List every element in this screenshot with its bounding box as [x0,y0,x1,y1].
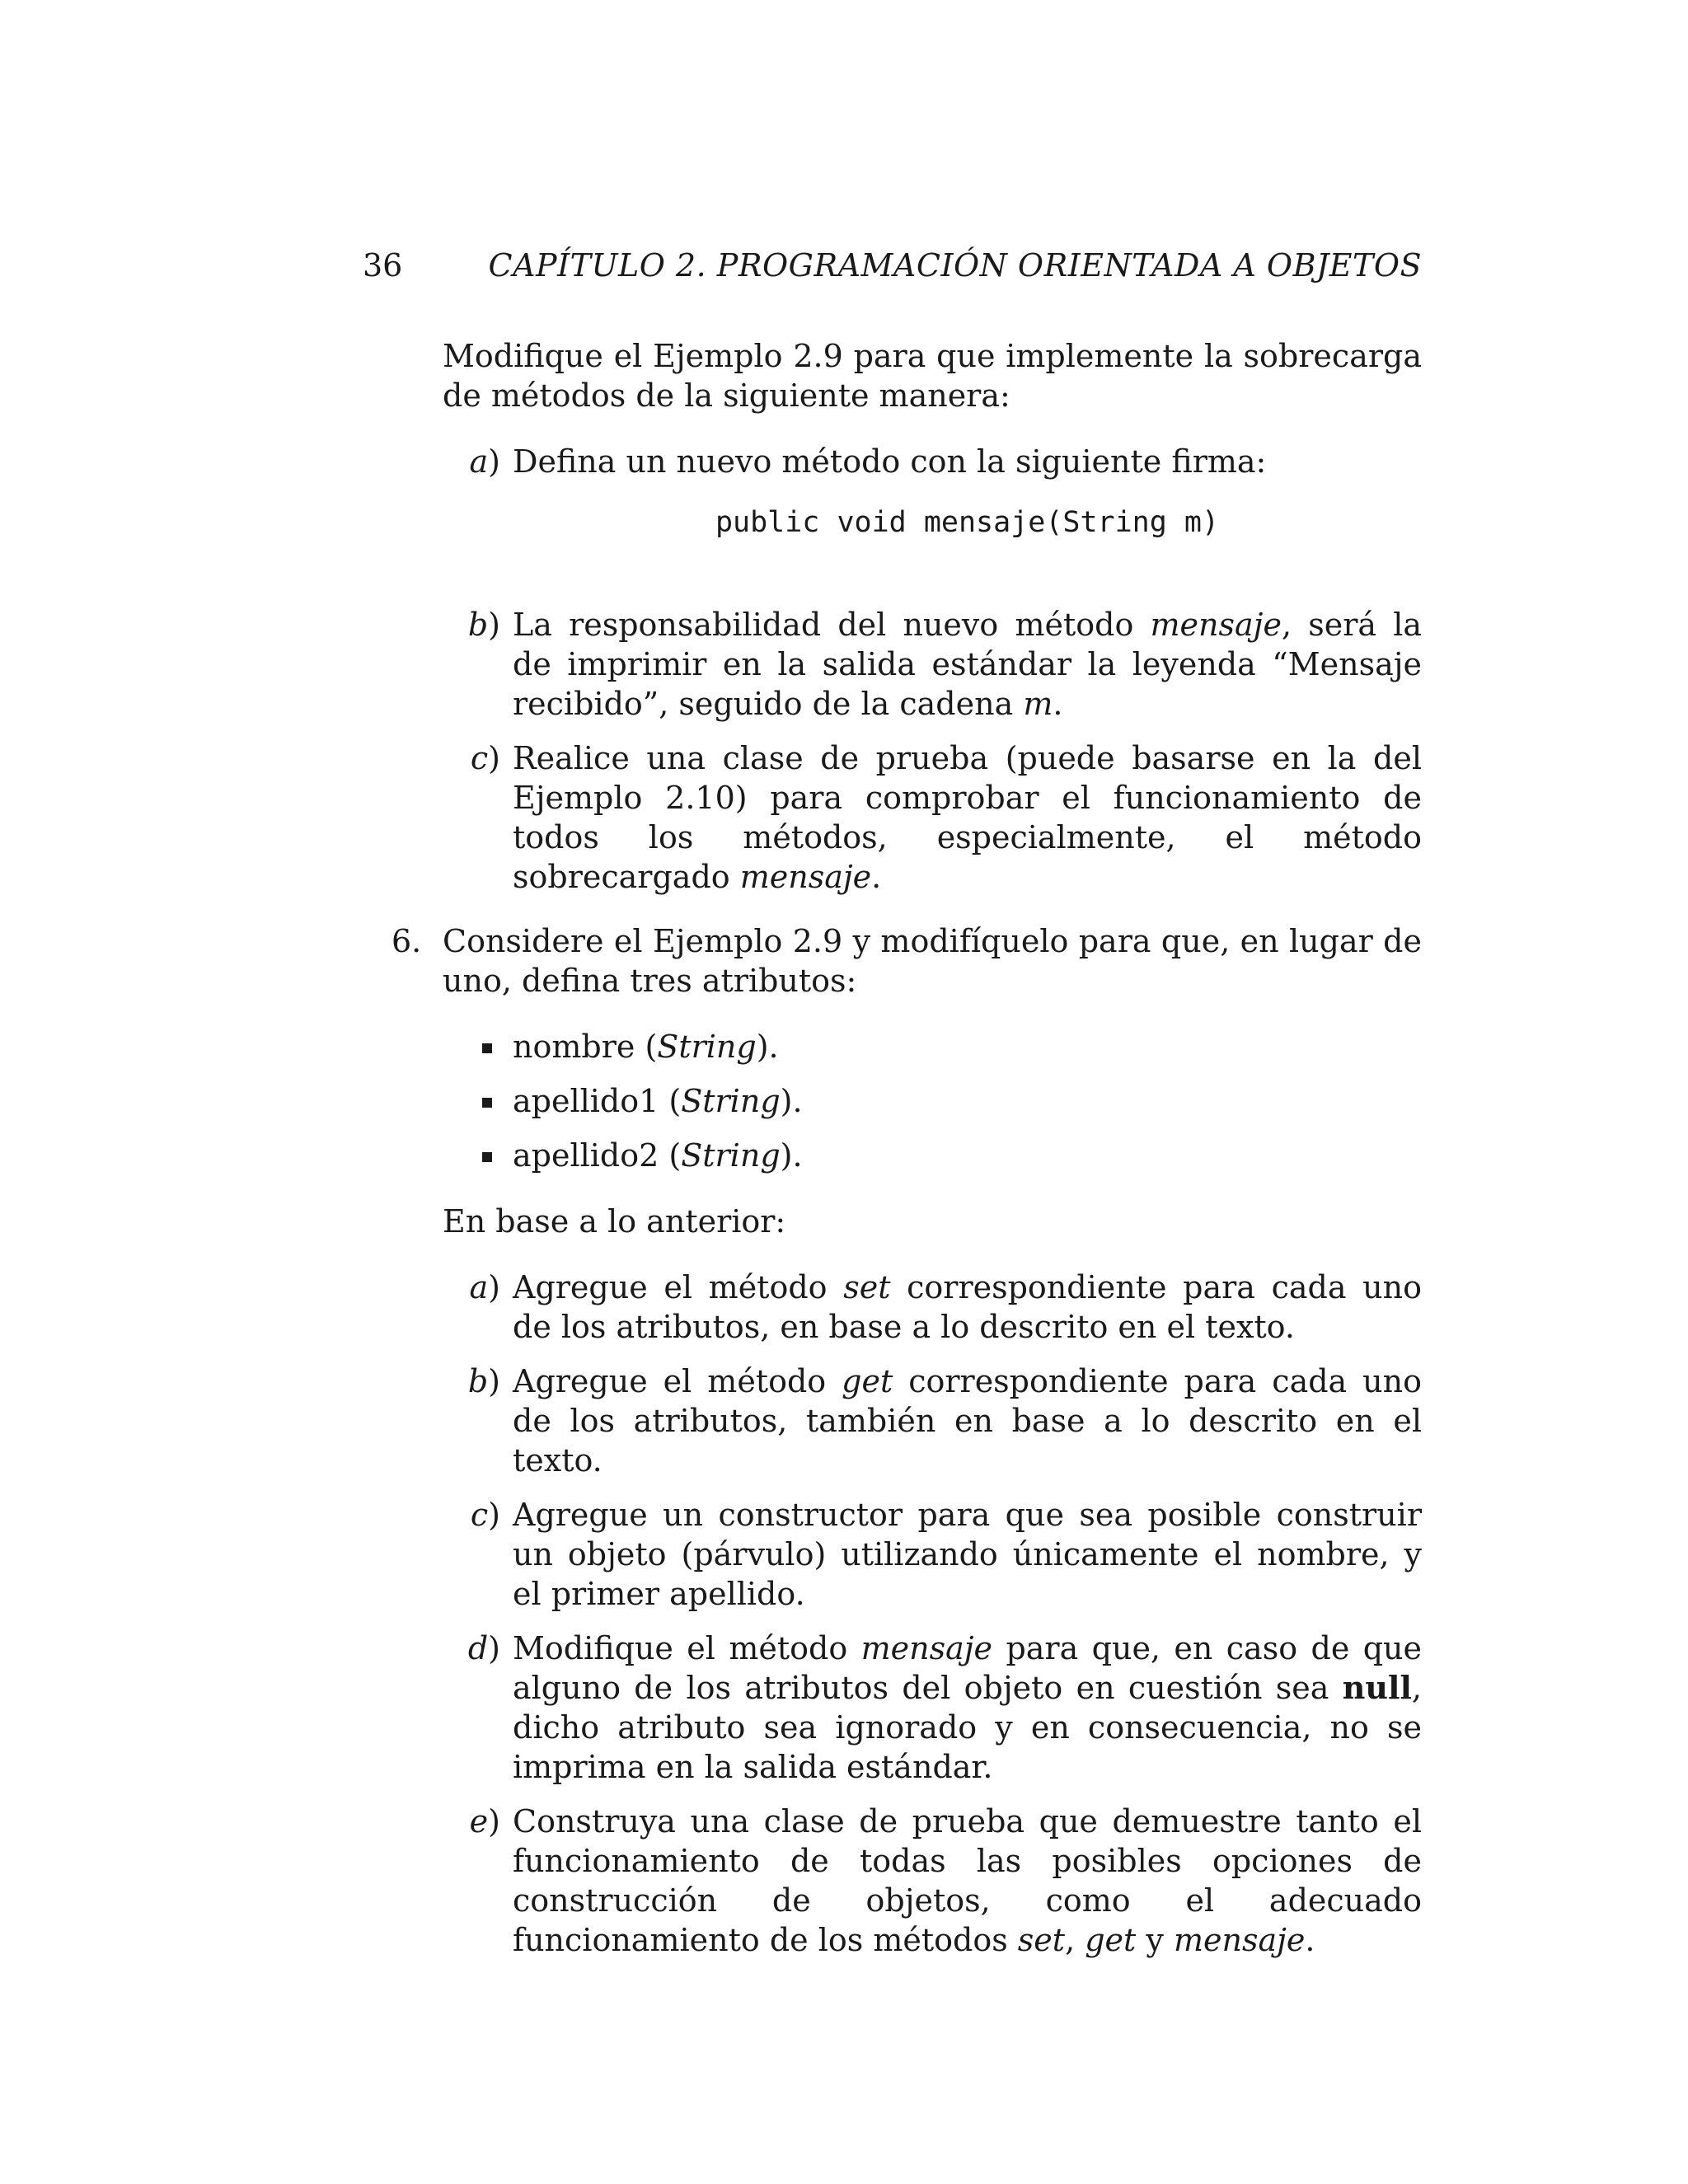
page-body [392,336,1423,1975]
list-item-text: Realice una clase de prueba (puede basarse en la del Ejemplo 2.10) para comprobar el funcionamiento de todos los métodos, especialmente, el método sobrecargado mensaje. [513,740,1422,895]
list-marker: c) [470,1497,500,1533]
method-signature-code: public void mensaje(String m) [715,506,1220,539]
page-number: 36 [363,247,403,284]
list-item-text: Agregue el método get correspondiente para cada uno de los atributos, también en base a lo descrito en el texto. [513,1363,1423,1479]
running-head: CAPÍTULO 2. PROGRAMACIÓN ORIENTADA A OBJETOS [488,247,1422,284]
list-item [443,1629,1422,1787]
method-overload-list-cont [443,605,1422,897]
list-item-text: Agregue un constructor para que sea posible construir un objeto (párvulo) utilizando únicamente el nombre, y el primer apellido. [513,1497,1422,1612]
list-item [443,1361,1422,1480]
list-item [443,1802,1422,1960]
list-marker: c) [470,740,500,776]
list-item: apellido2 (String). [443,1136,1422,1175]
list-marker: b) [467,607,500,643]
tasks-list [443,1268,1422,1960]
page-header [363,247,1422,297]
list-marker: d) [467,1630,500,1666]
list-item [443,1495,1422,1614]
list-item [443,442,1422,481]
exercise-6-text: Considere el Ejemplo 2.9 y modifíquelo para que, en lugar de uno, defina tres atributos: [443,923,1422,999]
list-marker: a) [469,1269,500,1305]
intro-paragraph: Modifique el Ejemplo 2.9 para que implemente la sobrecarga de métodos de la siguiente manera: [443,338,1422,414]
list-item-text: Agregue el método set correspondiente para cada uno de los atributos, en base a lo descrito en el texto. [513,1269,1422,1345]
list-marker: b) [467,1363,500,1399]
list-item: nombre (String). [443,1027,1422,1066]
square-bullet-icon [482,1098,492,1108]
lead-in-paragraph: En base a lo anterior: [443,1203,786,1240]
list-item-text: Modifique el método mensaje para que, en caso de que alguno de los atributos del objeto en cuestión sea null, dicho atributo sea ignorado y en consecuencia, no se imprima en la salida estándar. [513,1630,1422,1785]
list-marker: a) [469,443,500,480]
list-item [443,605,1422,724]
exercise-6 [392,921,1422,1001]
list-item [443,1268,1422,1347]
square-bullet-icon [482,1152,492,1162]
list-marker: e) [469,1803,500,1840]
exercise-number: 6. [392,923,422,959]
method-overload-list [443,442,1422,481]
attribute-list [443,1027,1422,1175]
list-item-text: Defina un nuevo método con la siguiente firma: [513,443,1267,480]
list-item [443,738,1422,897]
list-item-text: Construya una clase de prueba que demuestre tanto el funcionamiento de todas las posibles opciones de construcción de objetos, como el adecuado funcionamiento de los métodos set, get y mensaje. [513,1803,1422,1958]
list-item-text: La responsabilidad del nuevo método mensaje, será la de imprimir en la salida estándar la leyenda “Mensaje recibido”, seguido de la cadena m. [513,607,1423,722]
square-bullet-icon [482,1043,492,1053]
list-item: apellido1 (String). [443,1081,1422,1121]
